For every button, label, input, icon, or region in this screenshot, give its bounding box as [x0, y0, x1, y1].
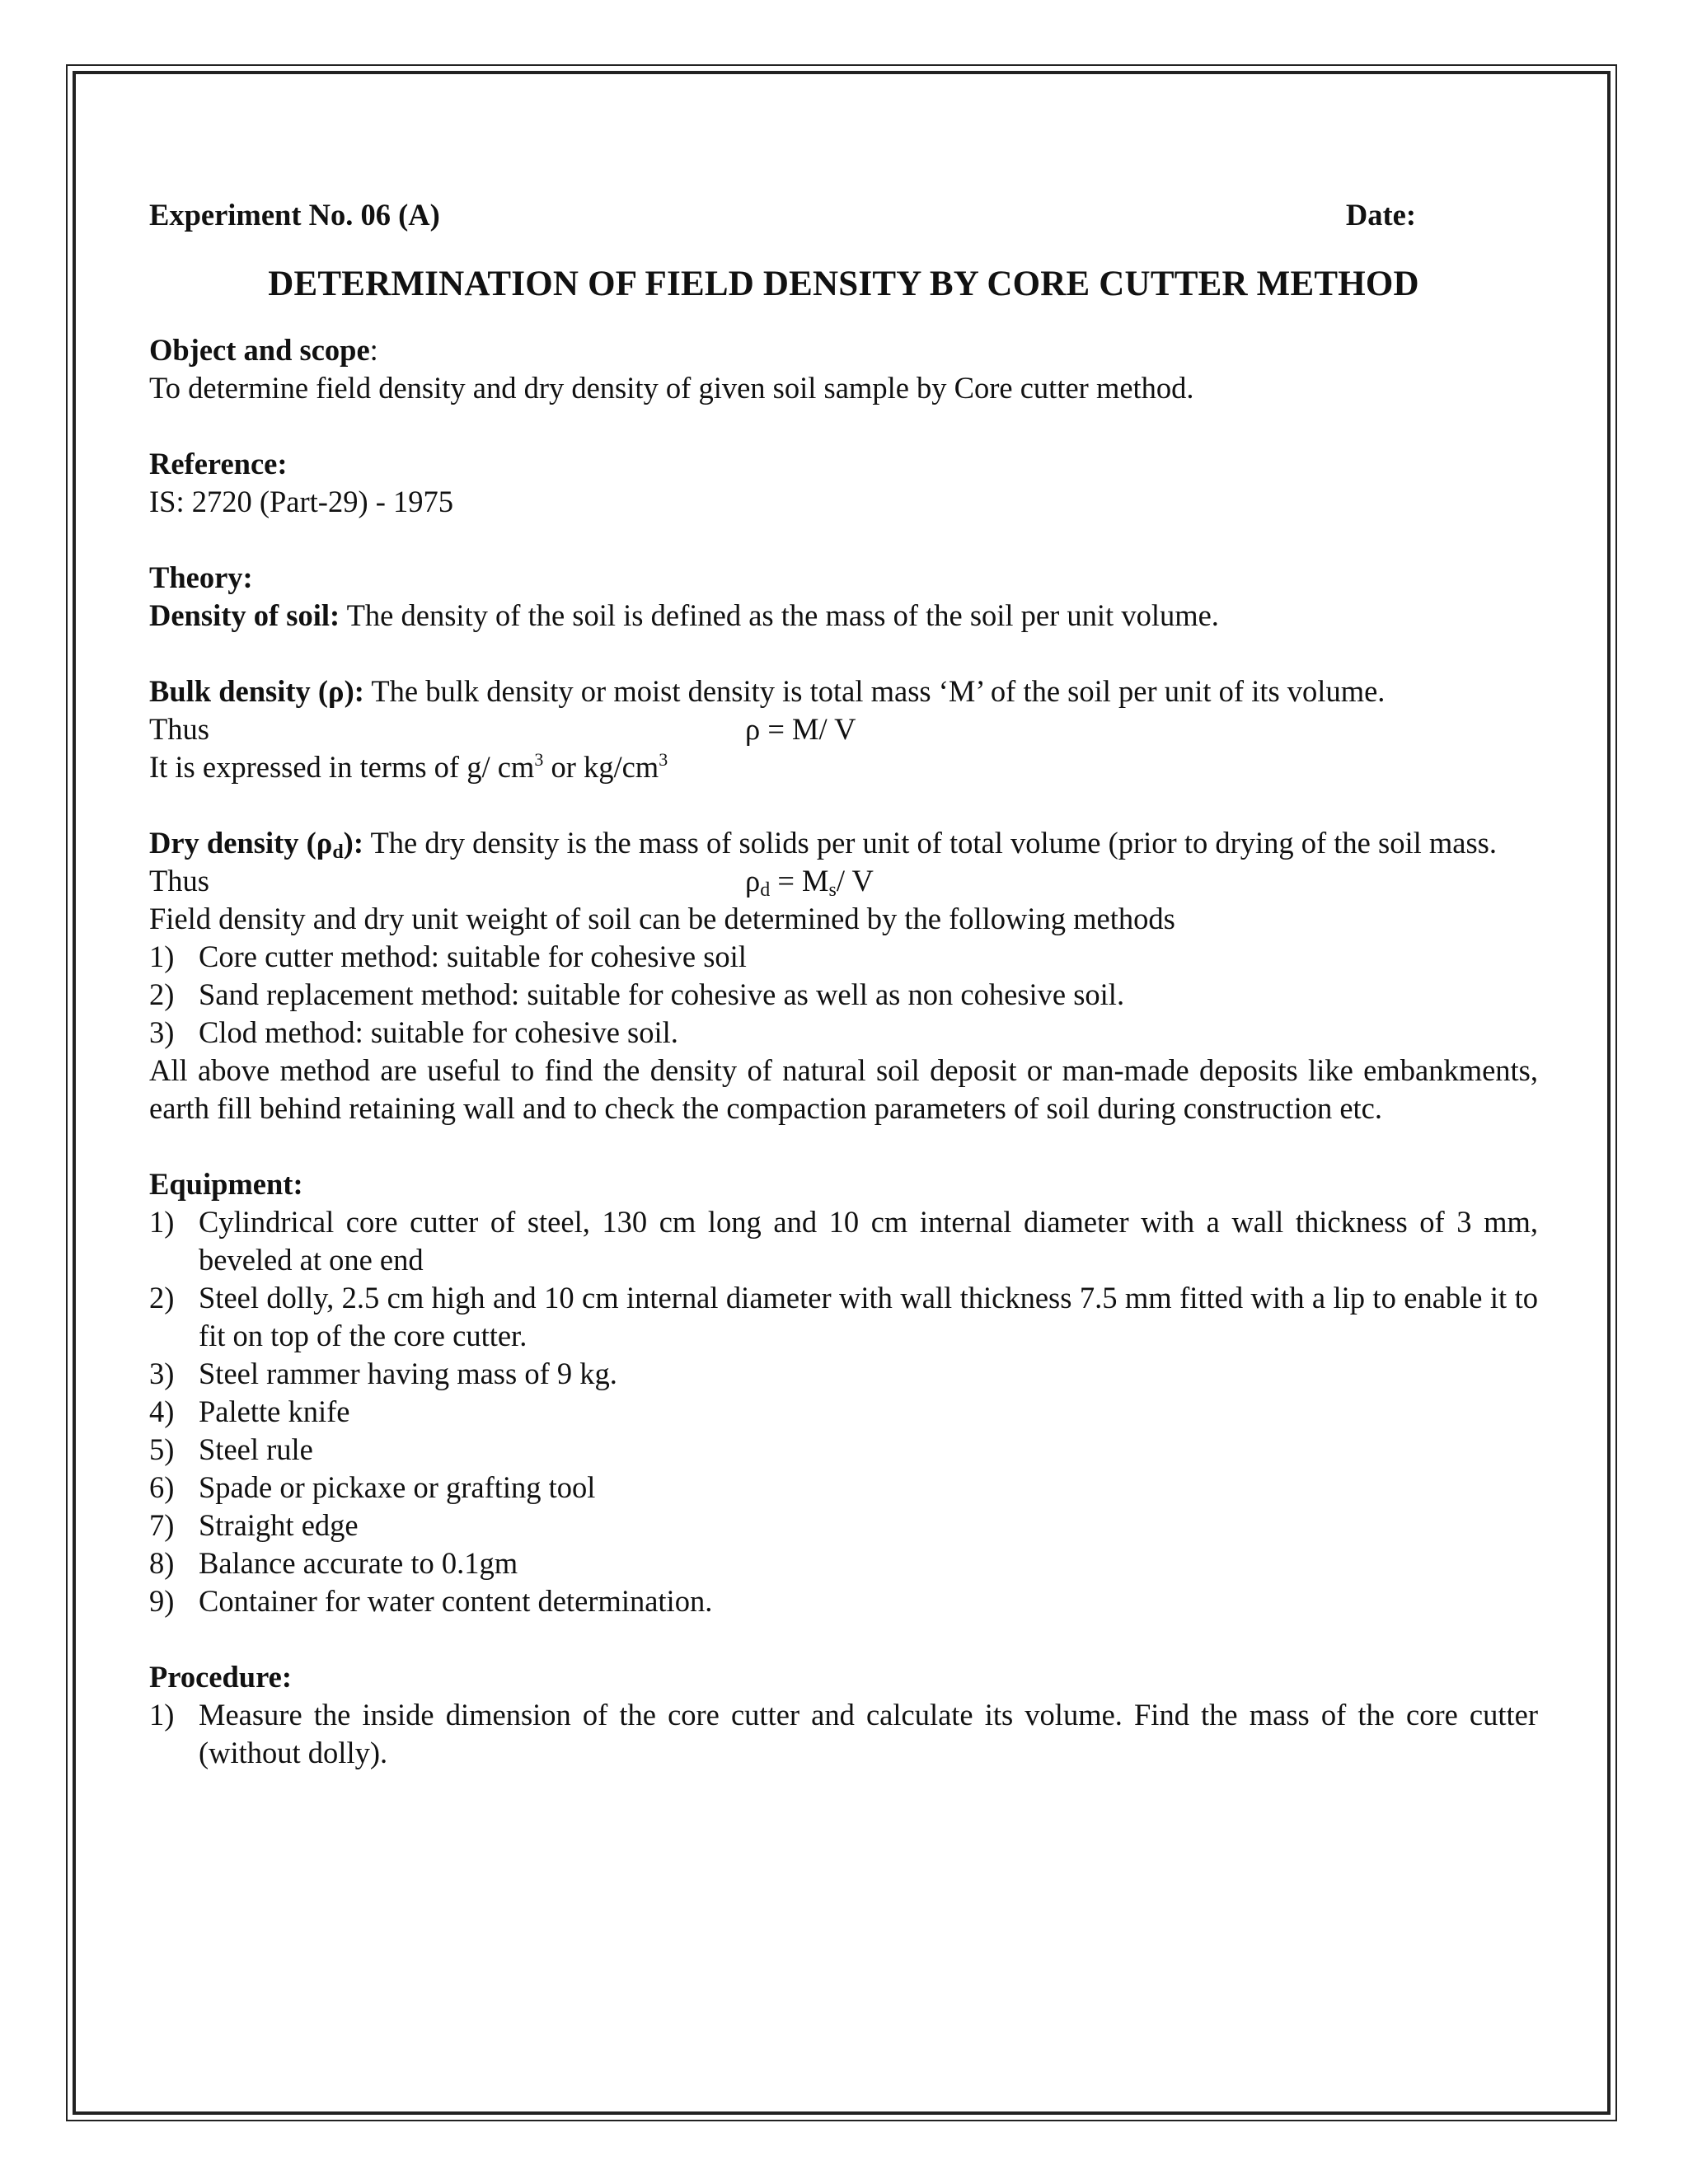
density-text: The density of the soil is defined as the mass of the soil per unit volume. — [340, 598, 1219, 632]
list-item: 2) Steel dolly, 2.5 cm high and 10 cm internal diameter with wall thickness 7.5 mm fitted with a lip to enable it to fit on top of the core cutter. — [149, 1281, 1538, 1352]
list-item: 4) Palette knife — [149, 1394, 350, 1428]
units-text-2: or kg/cm — [543, 750, 659, 784]
equipment-heading: Equipment: — [149, 1167, 303, 1201]
theory-heading: Theory: — [149, 560, 253, 594]
bulk-density-text: The bulk density or moist density is total mass ‘M’ of the soil per unit of its volume. — [363, 674, 1386, 708]
object-scope-text: To determine field density and dry density of given soil sample by Core cutter method. — [149, 371, 1194, 405]
bulk-density-definition — [149, 673, 1538, 710]
dry-density-definition — [149, 824, 1538, 862]
procedure-section — [149, 1658, 1538, 1772]
dry-density-formula-row — [149, 862, 1538, 900]
list-item: 2) Sand replacement method: suitable for cohesive as well as non cohesive soil. — [149, 977, 1125, 1011]
list-item: 1) Cylindrical core cutter of steel, 130 cm long and 10 cm internal diameter with a wall thickness of 3 mm, beveled at one end — [149, 1205, 1538, 1277]
units-text: It is expressed in terms of g/ cm — [149, 750, 535, 784]
bulk-formula: ρ = M/ V — [745, 712, 856, 746]
reference-section — [149, 445, 1538, 521]
list-item: 8) Balance accurate to 0.1gm — [149, 1546, 518, 1580]
dry-formula: $\rho_d = M_s/$ V — [745, 864, 874, 901]
bulk-density-formula-row — [149, 710, 1538, 748]
date-label: Date: — [1345, 198, 1416, 232]
dry-density-label: Dry density $(\rho_d)$: — [149, 826, 363, 863]
methods-list — [149, 938, 1538, 1052]
reference-text: IS: 2720 (Part-29) - 1975 — [149, 485, 454, 518]
equipment-section — [149, 1165, 1538, 1620]
document-body — [149, 196, 1538, 1772]
reference-heading: Reference: — [149, 447, 288, 480]
object-scope-colon: : — [369, 333, 378, 367]
dry-thus: Thus — [149, 864, 209, 898]
object-scope-section — [149, 331, 1538, 407]
list-item: 3) Steel rammer having mass of 9 kg. — [149, 1357, 617, 1390]
list-item: 7) Straight edge — [149, 1508, 359, 1542]
units-line — [149, 748, 1538, 786]
experiment-header — [149, 196, 1538, 234]
methods-closing-paragraph: All above method are useful to find the density of natural soil deposit or man-made deposits like embankments, earth fill behind retaining wall and to check the compaction parameters of soil during construction etc. — [149, 1053, 1538, 1125]
units-superscript: 3 — [534, 749, 544, 770]
list-item: 1) Measure the inside dimension of the core cutter and calculate its volume. Find the mass of the core cutter (without dolly). — [149, 1698, 1538, 1769]
list-item: 5) Steel rule — [149, 1432, 313, 1466]
procedure-heading: Procedure: — [149, 1660, 292, 1694]
object-scope-heading: Object and scope — [149, 333, 370, 367]
bulk-thus: Thus — [149, 712, 209, 746]
experiment-number: Experiment No. 06 (A) — [149, 198, 440, 232]
document-title: DETERMINATION OF FIELD DENSITY BY CORE CUTTER METHOD — [268, 265, 1419, 303]
list-item: 9) Container for water content determination. — [149, 1584, 713, 1618]
density-label: Density of soil: — [149, 598, 340, 632]
dry-density-text: The dry density is the mass of solids per unit of total volume (prior to drying of the soil mass. — [363, 826, 1497, 860]
list-item: 1) Core cutter method: suitable for cohesive soil — [149, 940, 747, 973]
density-definition — [149, 597, 1538, 635]
theory-section — [149, 559, 1538, 1127]
methods-intro: Field density and dry unit weight of soil can be determined by the following methods — [149, 902, 1175, 935]
units-superscript-2: 3 — [659, 749, 668, 770]
bulk-density-label: Bulk density (ρ): — [149, 674, 364, 708]
list-item: 3) Clod method: suitable for cohesive soil. — [149, 1015, 678, 1049]
list-item: 6) Spade or pickaxe or grafting tool — [149, 1470, 596, 1504]
